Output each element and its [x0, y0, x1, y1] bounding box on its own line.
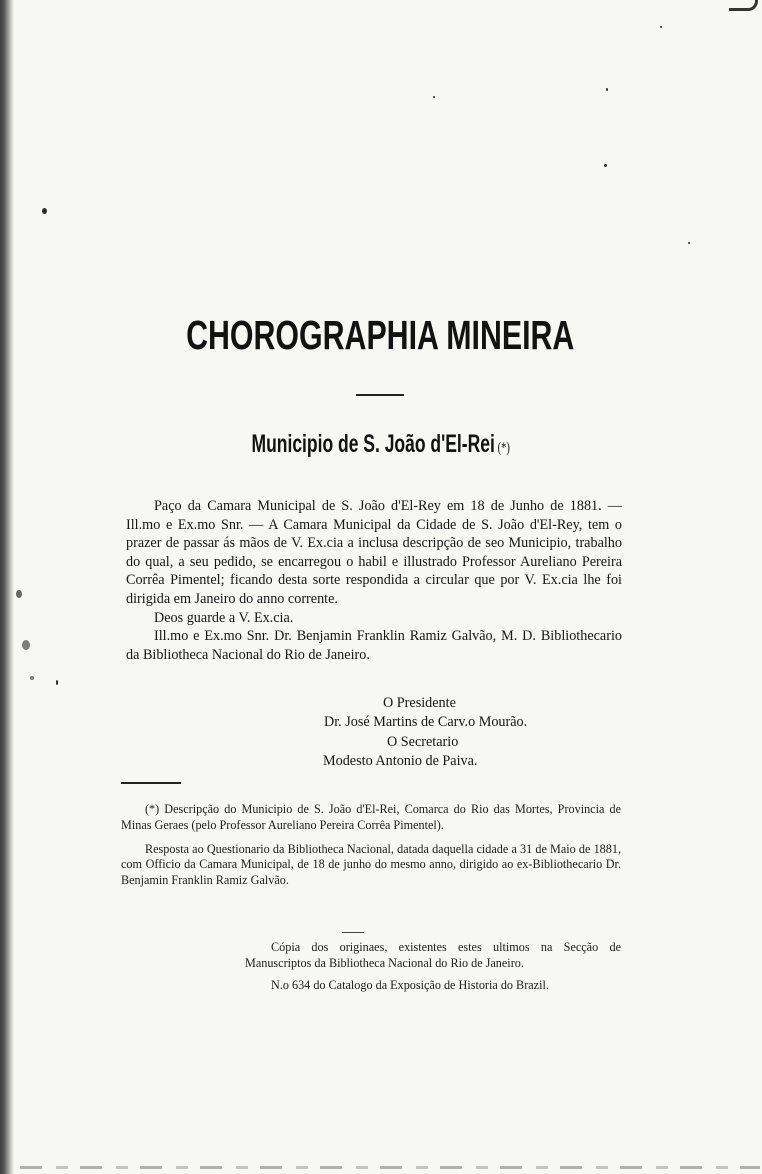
scan-speck: [433, 96, 435, 98]
footnote-1: (*) Descripção do Municipio de S. João d'El-Rei, Comarca do Rio das Mortes, Provincia de Minas Geraes (pelo Professor Aureliano Pereira Corrêa Pimentel).: [121, 802, 621, 832]
page-title: CHOROGRAPHIA MINEIRA: [186, 312, 575, 358]
president-label: O Presidente: [383, 695, 456, 711]
letter-addressee: Ill.mo e Ex.mo Snr. Dr. Benjamin Franklin Ramiz Galvão, M. D. Bibliothecario da Bibliotheca Nacional do Rio de Janeiro.: [126, 628, 622, 663]
scan-speck: [56, 680, 58, 685]
scan-speck: [604, 164, 607, 167]
footnotes-block-secondary: [245, 940, 621, 999]
footnotes-block: [121, 802, 621, 897]
footnote-divider: [121, 782, 181, 784]
section-heading-text: Municipio de S. João d'El-Rei: [251, 430, 495, 458]
scan-speck: [660, 26, 662, 28]
letter-closing: Deos guarde a V. Ex.cia.: [154, 609, 294, 626]
footnote-4: N.o 634 do Catalogo da Exposição de Historia do Brazil.: [271, 977, 549, 992]
scan-speck: [22, 640, 30, 650]
section-heading: [114, 430, 647, 459]
letter-paragraph: Paço da Camara Municipal de S. João d'El-Rey em 18 de Junho de 1881. — Ill.mo e Ex.mo Snr. — A Camara Municipal da Cidade de S. João d'El-Rey, tem o prazer de passar ás mãos de V. Ex.cia a inclusa descripção de seo Municipio, trabalho do qual, a seu pedido, se encarregou o habil e illustrado Professor Aureliano Pereira Corrêa Pimentel; ficando desta sorte respondida a circular que por V. Ex.cia lhe foi dirigida em Janeiro do anno corrente.: [126, 498, 622, 607]
scan-speck: [30, 676, 34, 680]
title-divider: [356, 394, 404, 396]
secretary-label: O Secretario: [387, 734, 459, 750]
letter-body: [126, 497, 622, 664]
footnote-3: Cópia dos originaes, existentes estes ultimos na Secção de Manuscriptos da Bibliotheca Nacional do Rio de Janeiro.: [245, 940, 621, 970]
secretary-name: Modesto Antonio de Paiva.: [323, 753, 478, 769]
scan-speck: [42, 208, 47, 214]
footnote-mini-divider: [342, 932, 364, 933]
footnote-reference: (*): [497, 440, 510, 456]
bottom-scan-edge: [20, 1166, 760, 1169]
scan-speck: [688, 242, 690, 244]
scan-speck: [606, 88, 608, 91]
corner-scan-mark: [729, 0, 758, 11]
footnote-2: Resposta ao Questionario da Bibliotheca Nacional, datada daquella cidade a 31 de Maio de 1881, com Officio da Camara Municipal, de 18 de junho do mesmo anno, dirigido ao ex-Bibliothecario Dr. Benjamin Franklin Ramiz Galvão.: [121, 841, 621, 888]
president-name: Dr. José Martins de Carv.o Mourão.: [324, 714, 528, 730]
binding-shadow: [0, 0, 14, 1174]
scan-speck: [16, 590, 22, 598]
